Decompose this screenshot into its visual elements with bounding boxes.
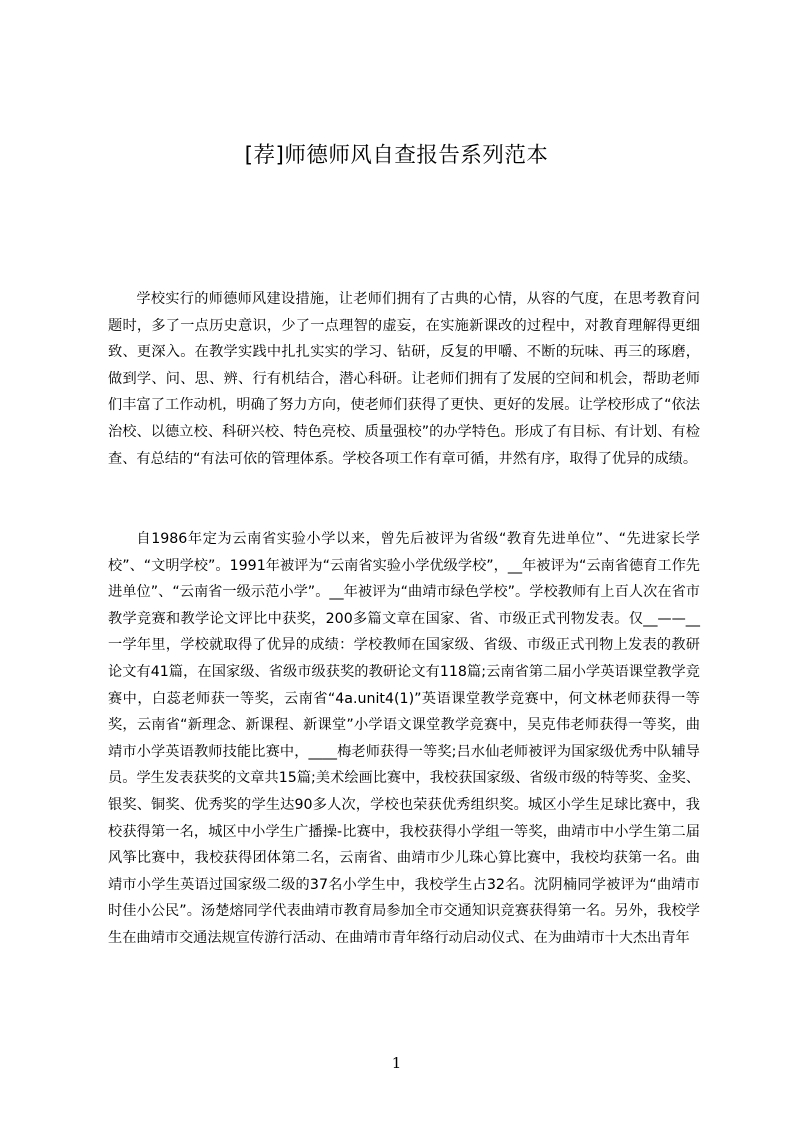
document-title: [荐]师德师风自查报告系列范本 bbox=[244, 143, 549, 168]
paragraph-text: 学校实行的师德师风建设措施，让老师们拥有了古典的心情，从容的气度，在思考教育问题时，多了一点历史意识，少了一点理智的虚妄，在实施新课改的过程中，对教育理解得更细致、更深入。在教学实践中扎扎实实的学习、钻研，反复的甲嚼、不断的玩味、再三的琢磨，做到学、问、思、辨、行有机结合，潜心科研。让老师们拥有了发展的空间和机会，帮助老师们丰富了工作动机，明确了努力方向，使老师们获得了更快、更好的发展。让学校形成了“依法治校、以德立校、科研兴校、特色亮校、质量强校”的办学特色。形成了有目标、有计划、有检查、有总结的“有法可依的管理体系。学校各项工作有章可循，井然有序，取得了优异的成绩。 bbox=[108, 291, 700, 467]
paragraph-text: 自1986年定为云南省实验小学以来，曾先后被评为省级“教育先进单位”、“先进家长学校”、“文明学校”。1991年被评为“云南省实验小学优级学校”，__年被评为“云南省德育工作先进单位”、“云南省一级示范小学”。__年被评为“曲靖市绿色学校”。学校教师有上百人次在省市教学竞赛和教学论文评比中获奖，200多篇文章在国家、省、市级正式刊物发表。仅__——__一学年里，学校就取得了优异的成绩：学校教师在国家级、省级、市级正式刊物上发表的教研论文有41篇，在国家级、省级市级获奖的教研论文有118篇;云南省第二届小学英语课堂教学竞赛中，白蕊老师获一等奖，云南省“4a.unit4(1)”英语课堂教学竞赛中，何文林老师获得一等奖，云南省“新理念、新课程、新课堂”小学语文课堂教学竞赛中，吴克伟老师获得一等奖，曲靖市小学英语教师技能比赛中，____梅老师获得一等奖;吕水仙老师被评为国家级优秀中队辅导员。学生发表获奖的文章共15篇;美术绘画比赛中，我校获国家级、省级市级的特等奖、金奖、银奖、铜奖、优秀奖的学生达90多人次，学校也荣获优秀组织奖。城区小学生足球比赛中，我校获得第一名，城区中小学生广播操-比赛中，我校获得小学组一等奖，曲靖市中小学生第二届风筝比赛中，我校获得团体第二名，云南省、曲靖市少儿珠心算比赛中，我校均获第一名。曲靖市小学生英语过国家级二级的37名小学生中，我校学生占32名。沈阴楠同学被评为“曲靖市时佳小公民”。汤楚熔同学代表曲靖市教育局参加全市交通知识竞赛获得第一名。另外，我校学生在曲靖市交通法规宣传游行活动、在曲靖市青年络行动启动仪式、在为曲靖市十大杰出青年 bbox=[108, 531, 700, 946]
body-paragraph-2 bbox=[108, 526, 700, 952]
body-paragraph-1 bbox=[108, 286, 700, 472]
page-number: 1 bbox=[391, 1054, 402, 1072]
